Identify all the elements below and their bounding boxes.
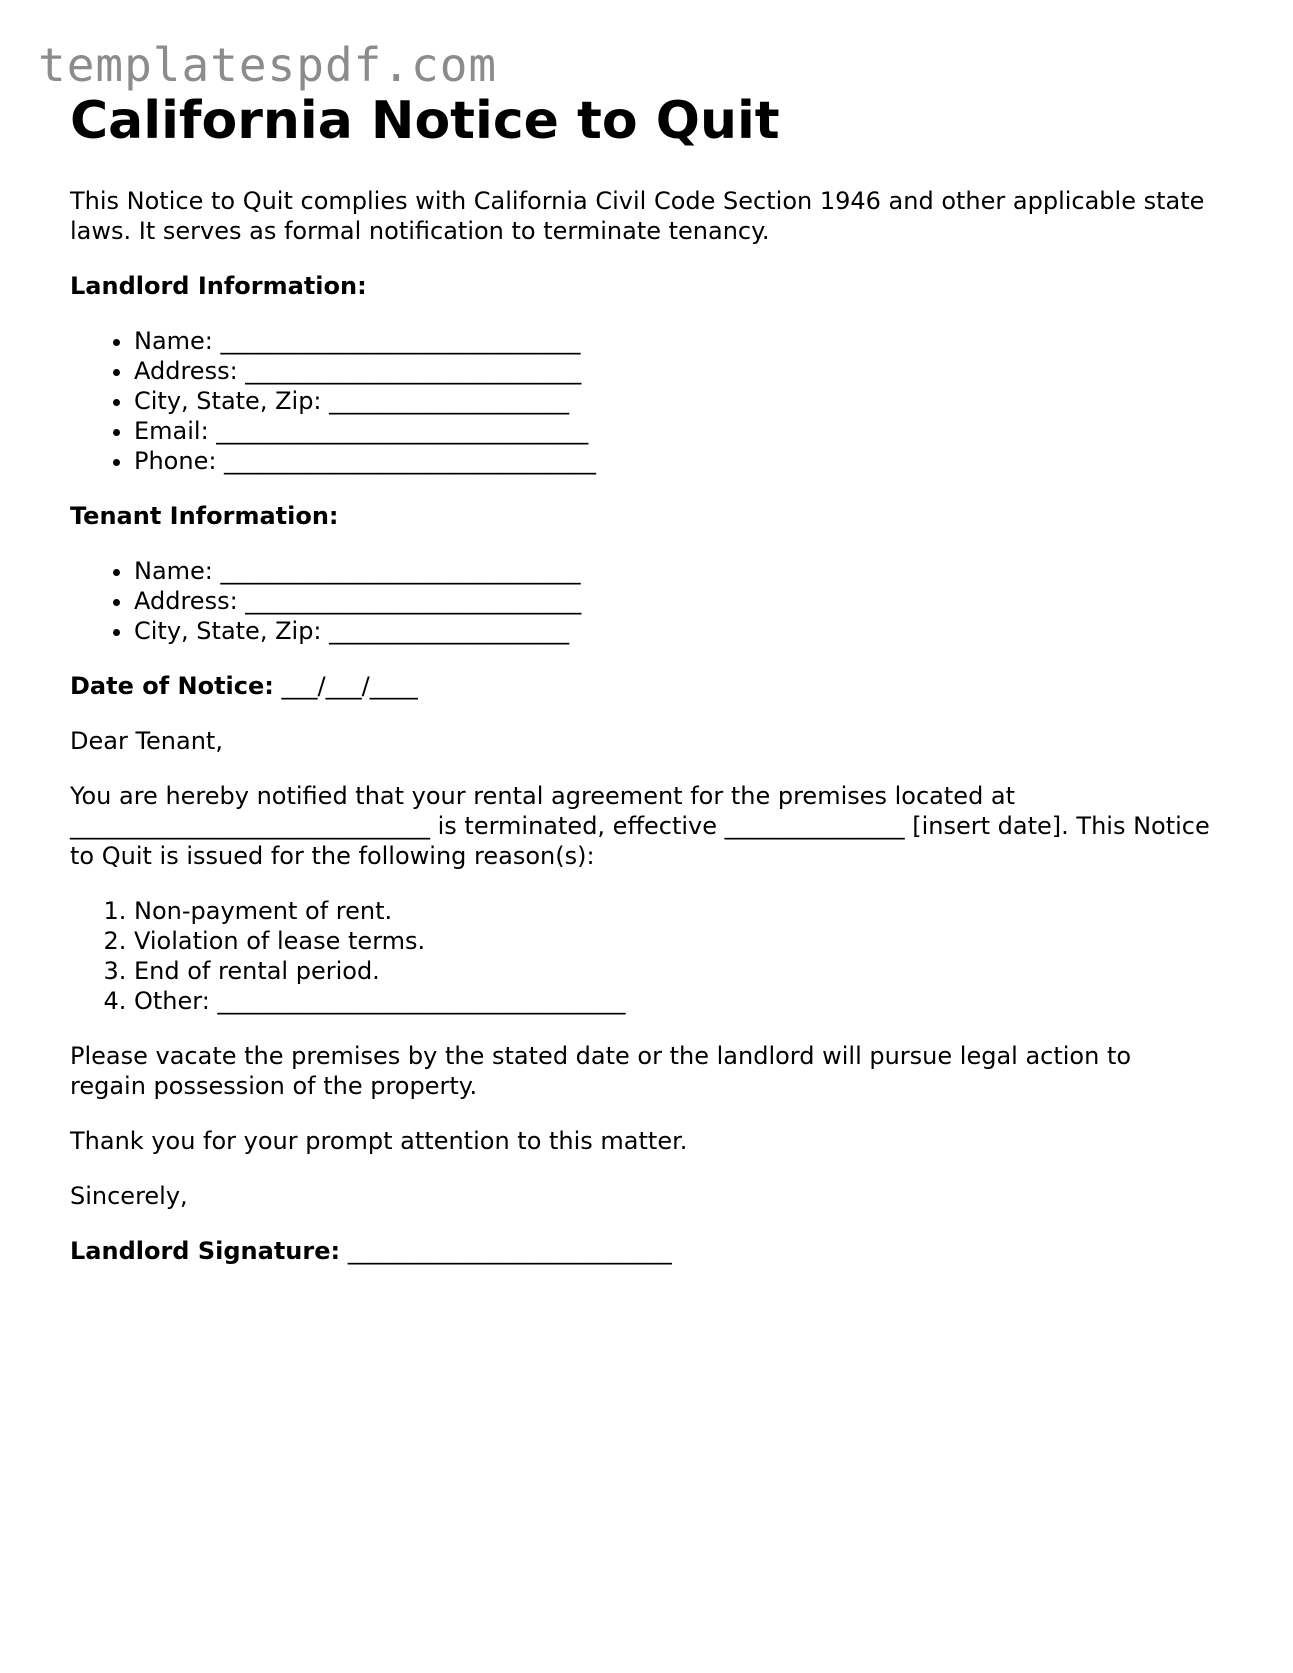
landlord-info-list	[70, 326, 1210, 476]
landlord-name-field: • Name: ______________________________	[134, 326, 1210, 356]
tenant-info-heading: Tenant Information:	[70, 502, 339, 530]
reasons-list	[70, 896, 1210, 1016]
tenant-address-field: • Address: ____________________________	[134, 586, 1210, 616]
notice-body-paragraph: You are hereby notified that your rental agreement for the premises located at ______________________________ is terminated, effective _______________ [insert date]. This Notice to Quit is issued for the following reason(s):	[70, 782, 1210, 870]
closing: Sincerely,	[70, 1182, 188, 1210]
date-of-notice-label: Date of Notice:	[70, 672, 274, 700]
date-of-notice-blank: ___/___/____	[281, 672, 418, 700]
vacate-paragraph: Please vacate the premises by the stated date or the landlord will pursue legal action to regain possession of the property.	[70, 1042, 1132, 1100]
landlord-email-field: • Email: _______________________________	[134, 416, 1210, 446]
landlord-city-state-zip-field: • City, State, Zip: ____________________	[134, 386, 1210, 416]
reason-item: 1. Non-payment of rent.	[134, 896, 1210, 926]
reason-item: 3. End of rental period.	[134, 956, 1210, 986]
watermark: templatespdf.com	[38, 38, 498, 92]
landlord-info-heading: Landlord Information:	[70, 272, 367, 300]
intro-paragraph: This Notice to Quit complies with California Civil Code Section 1946 and other applicable state laws. It serves as formal notification to terminate tenancy.	[70, 187, 1205, 245]
landlord-phone-field: • Phone: _______________________________	[134, 446, 1210, 476]
landlord-signature-blank: ___________________________	[347, 1237, 672, 1265]
tenant-city-state-zip-field: • City, State, Zip: ____________________	[134, 616, 1210, 646]
page-title: California Notice to Quit	[70, 91, 780, 151]
tenant-name-field: • Name: ______________________________	[134, 556, 1210, 586]
reason-item: 2. Violation of lease terms.	[134, 926, 1210, 956]
document	[70, 86, 1210, 1266]
tenant-info-list	[70, 556, 1210, 646]
thanks-paragraph: Thank you for your prompt attention to this matter.	[70, 1127, 688, 1155]
salutation: Dear Tenant,	[70, 727, 223, 755]
date-of-notice	[70, 671, 1210, 701]
landlord-address-field: • Address: ____________________________	[134, 356, 1210, 386]
landlord-signature-label: Landlord Signature:	[70, 1237, 341, 1265]
landlord-signature-line	[70, 1236, 1210, 1266]
reason-item-other: 4. Other: __________________________________	[134, 986, 1210, 1016]
